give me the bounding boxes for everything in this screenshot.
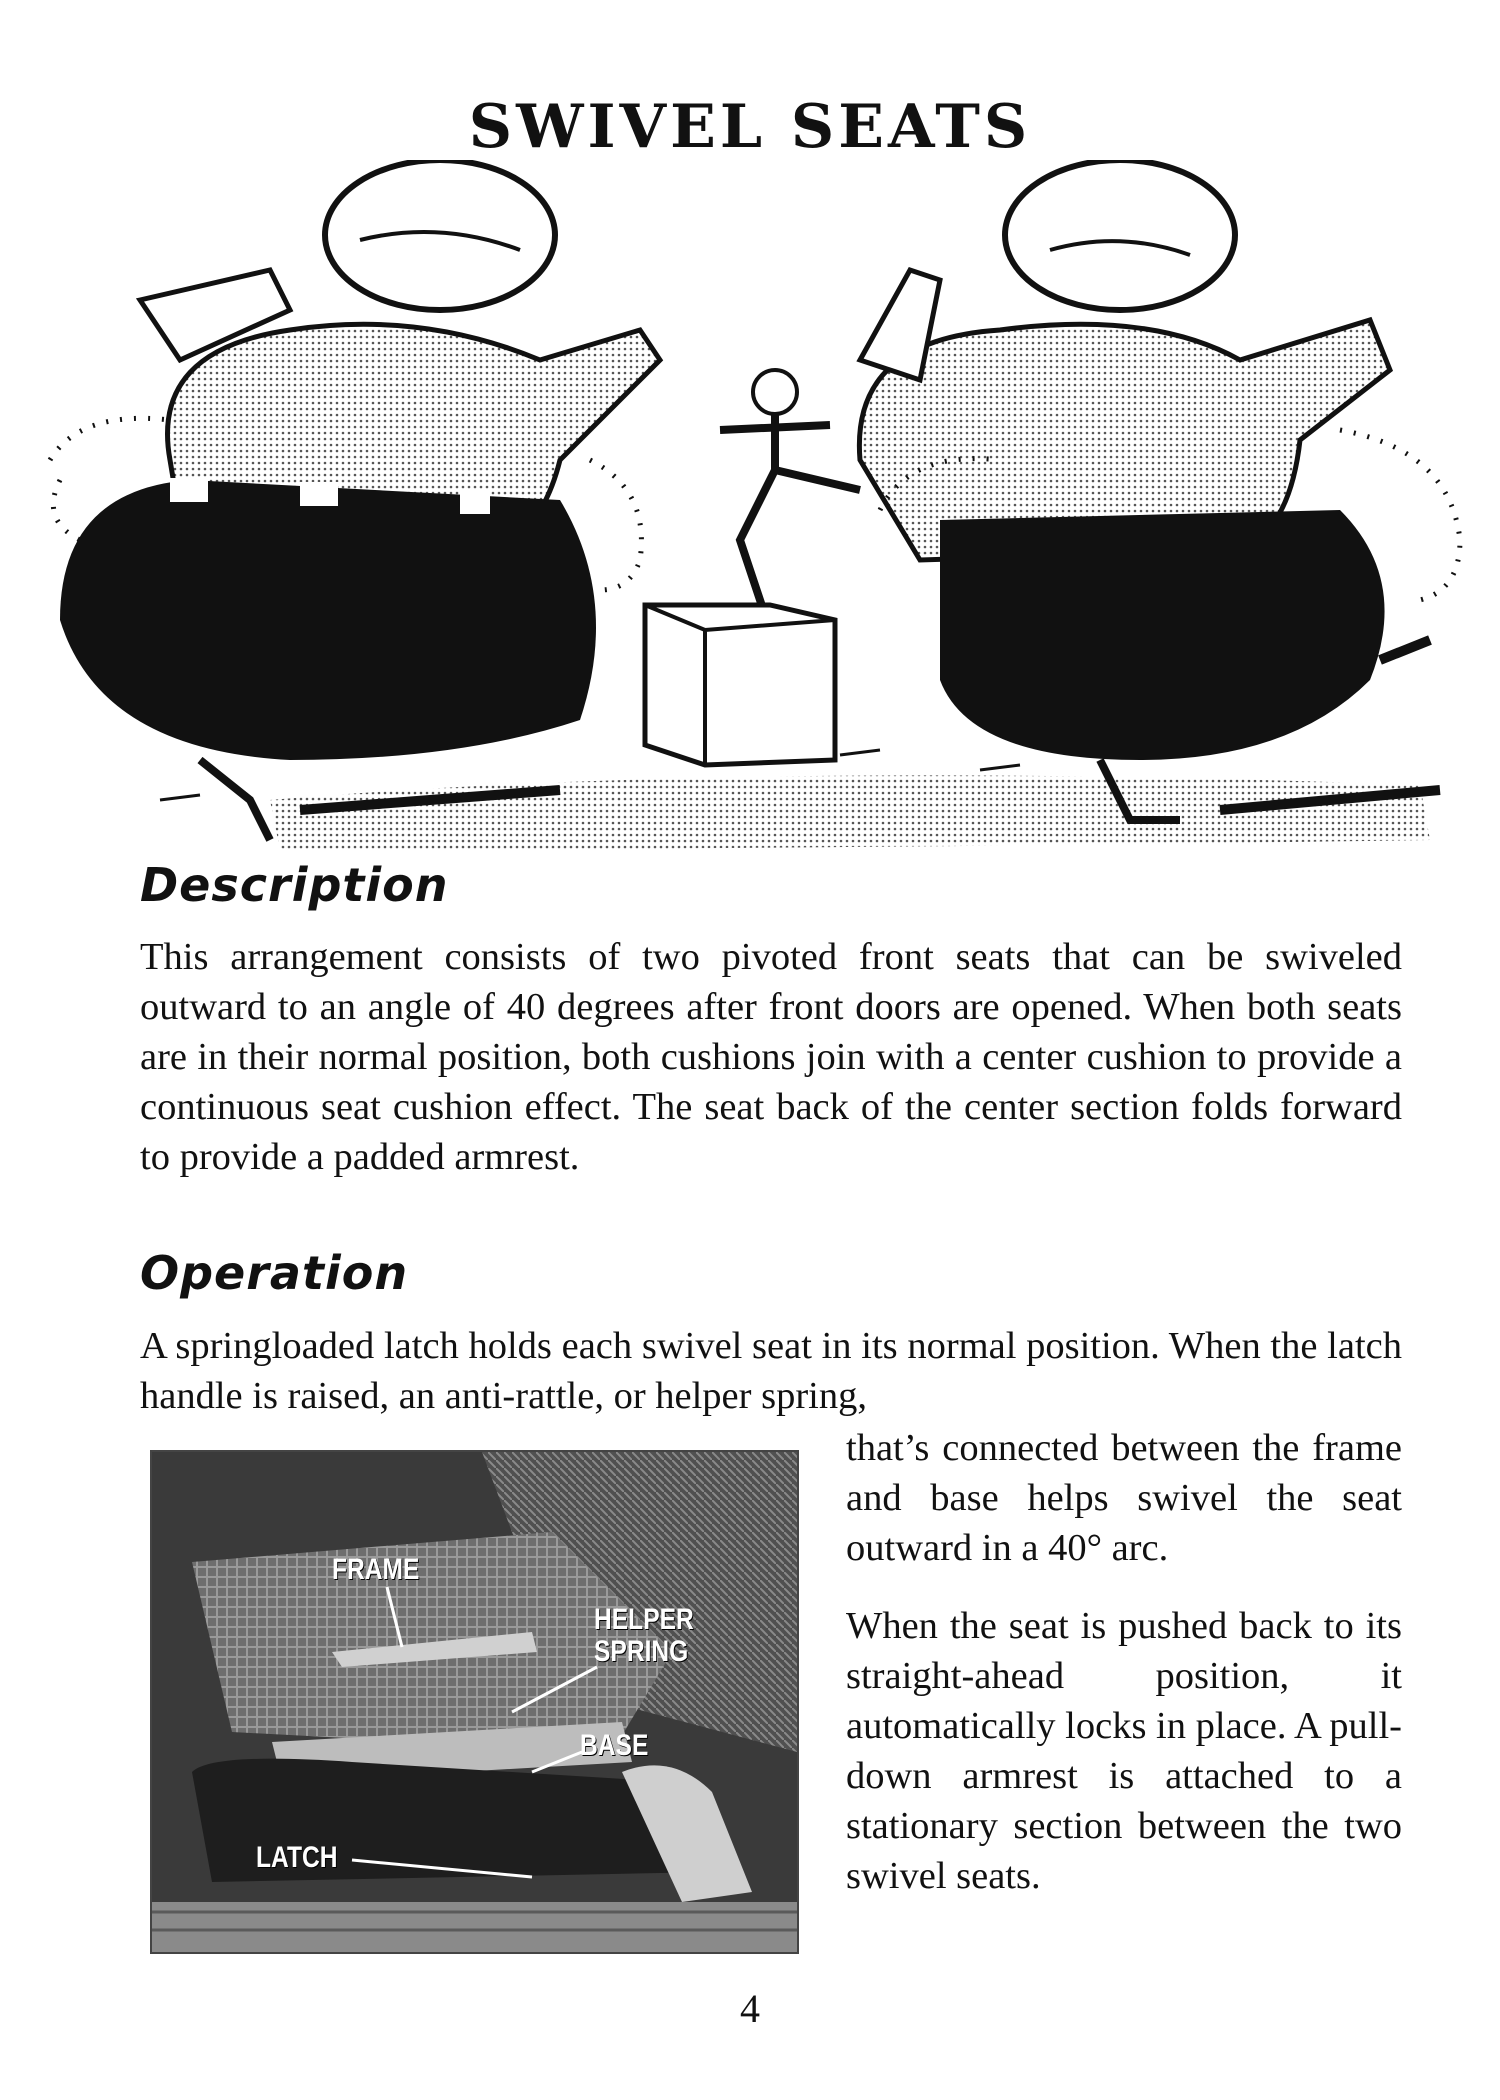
page-number: 4 <box>740 1986 760 2031</box>
description-heading: Description <box>140 858 449 912</box>
swivel-seat-mechanism-photo <box>150 1450 799 1954</box>
cartoon-two-men-swiveling-icon <box>40 160 1470 860</box>
description-text: This arrangement consists of two pivoted front seats that can be swiveled outward to an angle of 40 degrees after front doors are opened. When both seats are in their normal position, both cushions join with a center cushion to provide a continuous seat cushion effect. The seat back of the center section folds forward to provide a padded armrest. <box>140 936 1402 1178</box>
label-latch: LATCH <box>256 1841 338 1874</box>
label-base: BASE <box>580 1729 649 1762</box>
operation-text-beside-photo-1: that’s connected between the frame and base helps swivel the seat outward in a 40° arc. <box>846 1427 1402 1569</box>
operation-text-beside-photo-2: When the seat is pushed back to its straight-ahead position, it automatically locks in place. A pull-down armrest is attached to a stationary section between the two swivel seats. <box>846 1605 1402 1897</box>
operation-heading: Operation <box>140 1246 409 1300</box>
page-title: SWIVEL SEATS <box>468 92 1032 162</box>
label-frame: FRAME <box>332 1553 420 1586</box>
label-helper-spring: HELPER SPRING <box>594 1603 694 1668</box>
operation-text: A springloaded latch holds each swivel seat in its normal position. When the latch handle is raised, an anti-rattle, or helper spring, <box>140 1325 1402 1417</box>
